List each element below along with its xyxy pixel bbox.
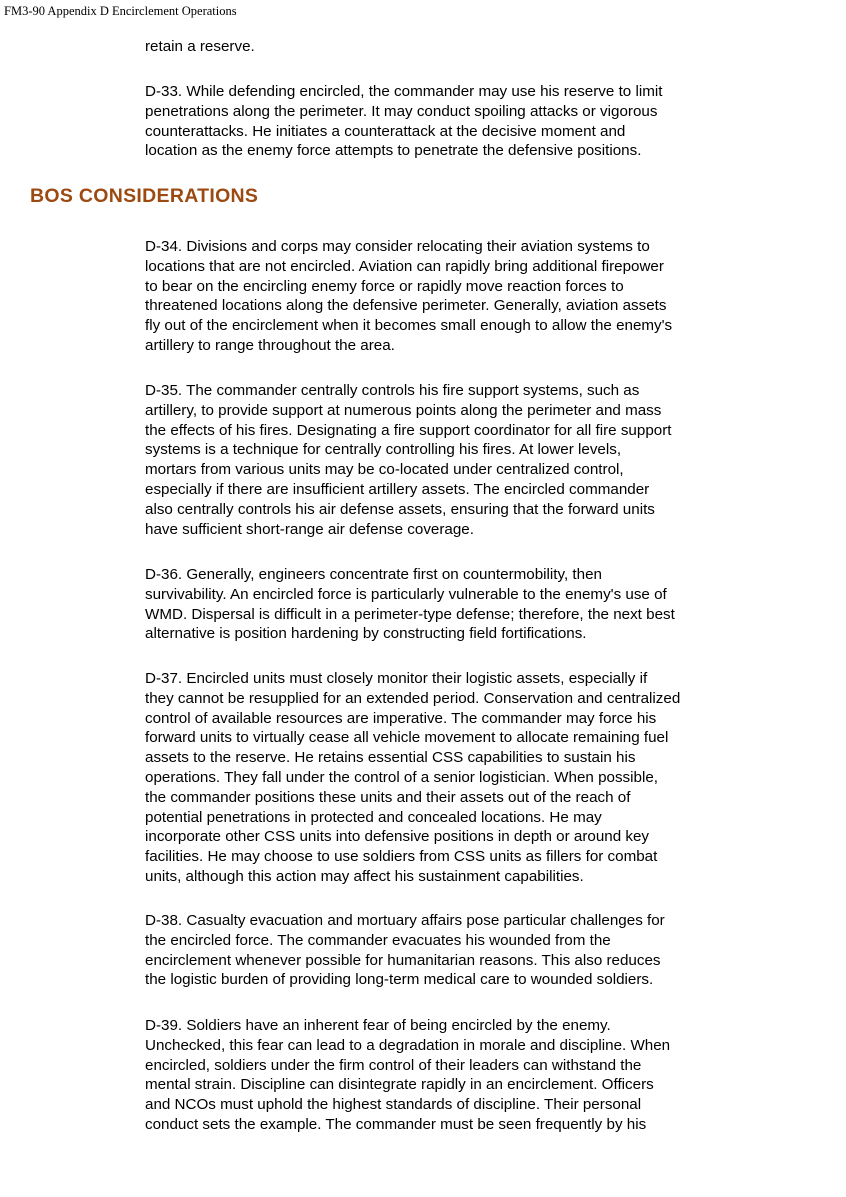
paragraph-block-d33 (145, 82, 817, 161)
paragraph-block-d39 (145, 1016, 817, 1135)
section-heading: BOS CONSIDERATIONS (30, 185, 259, 207)
paragraph-d39: D-39. Soldiers have an inherent fear of being encircled by the enemy. Unchecked, this fear can lead to a degradation in morale and discipline. When encircled, soldiers under the firm control of their leaders can withstand the mental strain. Discipline can disintegrate rapidly in an encirclement. Officers and NCOs must uphold the highest standards of discipline. Their personal conduct sets the example. The commander must be seen frequently by his (145, 1017, 671, 1133)
paragraph-d38: D-38. Casualty evacuation and mortuary affairs pose particular challenges for the encircled force. The commander evacuates his wounded from the encirclement whenever possible for humanitarian reasons. This also reduces the logistic burden of providing long-term medical care to wounded soldiers. (145, 912, 665, 989)
page-header: FM3-90 Appendix D Encirclement Operations (4, 4, 237, 18)
paragraph-d34: D-34. Divisions and corps may consider relocating their aviation systems to locations that are not encircled. Aviation can rapidly bring additional firepower to bear on the encircling enemy force or rapidly move reaction forces to threatened locations along the defensive perimeter. Generally, aviation assets fly out of the encirclement when it becomes small enough to allow the enemy's artillery to range throughout the area. (145, 238, 673, 354)
paragraph-d35: D-35. The commander centrally controls his fire support systems, such as artillery, to provide support at numerous points along the perimeter and mass the effects of his fires. Designating a fire support coordinator for all fire support systems is a technique for centrally controlling his fires. At lower levels, mortars from various units may be co-located under centralized control, especially if there are insufficient artillery assets. The encircled commander also centrally controls his air defense assets, ensuring that the forward units have sufficient short-range air defense coverage. (145, 382, 672, 538)
paragraph-block-d35 (145, 381, 817, 539)
continuation-text (145, 37, 817, 57)
paragraph-block-d38 (145, 911, 817, 990)
paragraph-d37: D-37. Encircled units must closely monitor their logistic assets, especially if they cannot be resupplied for an extended period. Conservation and centralized control of available resources are imperative. The commander may force his forward units to virtually cease all vehicle movement to allocate remaining fuel assets to the reserve. He retains essential CSS capabilities to sustain his operations. They fall under the control of a senior logistician. When possible, the commander positions these units and their assets out of the reach of potential penetrations in protected and concealed locations. He may incorporate other CSS units into defensive positions in depth or around key facilities. He may choose to use soldiers from CSS units as fillers for combat units, although this action may affect his sustainment capabilities. (145, 670, 681, 885)
paragraph-block-d37 (145, 669, 817, 887)
paragraph-block-d36 (145, 565, 817, 644)
paragraph-block-d34 (145, 237, 817, 356)
paragraph-continuation: retain a reserve. (145, 38, 255, 55)
paragraph-d33: D-33. While defending encircled, the commander may use his reserve to limit penetrations along the perimeter. It may conduct spoiling attacks or vigorous counterattacks. He initiates a counterattack at the decisive moment and location as the enemy force attempts to penetrate the defensive positions. (145, 83, 663, 160)
paragraph-d36: D-36. Generally, engineers concentrate first on countermobility, then survivability. An encircled force is particularly vulnerable to the enemy's use of WMD. Dispersal is difficult in a perimeter-type defense; therefore, the next best alternative is position hardening by constructing field fortifications. (145, 566, 675, 643)
